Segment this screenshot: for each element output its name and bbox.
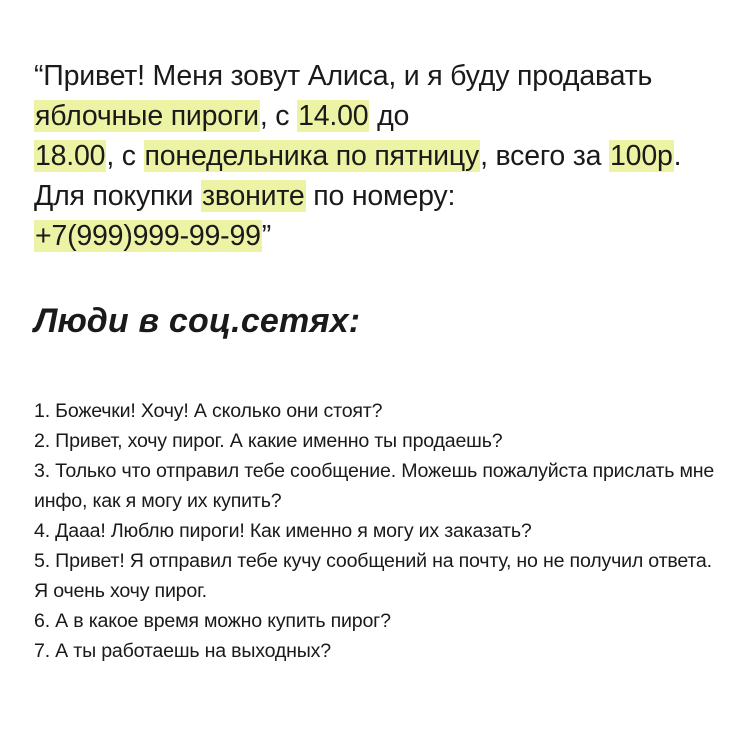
highlighted-phrase: 14.00 <box>298 100 369 132</box>
quote-segment: “Привет! Меня зовут Алиса, и я буду продавать <box>34 60 653 92</box>
comment-item: 7. А ты работаешь на выходных? <box>34 640 331 662</box>
comment-item: 5. Привет! Я отправил тебе кучу сообщений на почту, но не получил ответа. Я очень хочу пирог. <box>34 550 712 602</box>
comment-item: 6. А в какое время можно купить пирог? <box>34 610 391 632</box>
quote-segment: до <box>369 100 410 132</box>
quote-segment: , с <box>259 100 298 132</box>
quote-segment: , всего за <box>480 140 610 172</box>
section-heading: Люди в соц.сетях: <box>34 302 361 340</box>
highlighted-phrase: яблочные пироги <box>35 100 259 132</box>
quote-segment: , с <box>106 140 144 172</box>
highlighted-phrase: понедельника по пятницу <box>144 140 480 172</box>
highlighted-phrase: 100р <box>610 140 673 172</box>
quote-segment: по номеру: <box>305 180 456 212</box>
highlighted-phone-number: +7(999)999-99-99 <box>35 220 261 252</box>
comment-item: 2. Привет, хочу пирог. А какие именно ты продаешь? <box>34 430 503 452</box>
quote-segment: ” <box>261 220 272 252</box>
comment-item: 4. Дааа! Люблю пироги! Как именно я могу их заказать? <box>34 520 532 542</box>
highlighted-phrase: 18.00 <box>35 140 106 172</box>
comment-item: 1. Божечки! Хочу! А сколько они стоят? <box>34 400 383 422</box>
quote-segment: . Для покупки <box>34 140 682 212</box>
announcement-quote <box>34 56 724 256</box>
highlighted-phrase: звоните <box>201 180 305 212</box>
comments-list <box>34 396 724 666</box>
comment-item: 3. Только что отправил тебе сообщение. Можешь пожалуйста прислать мне инфо, как я могу их купить? <box>34 460 715 512</box>
